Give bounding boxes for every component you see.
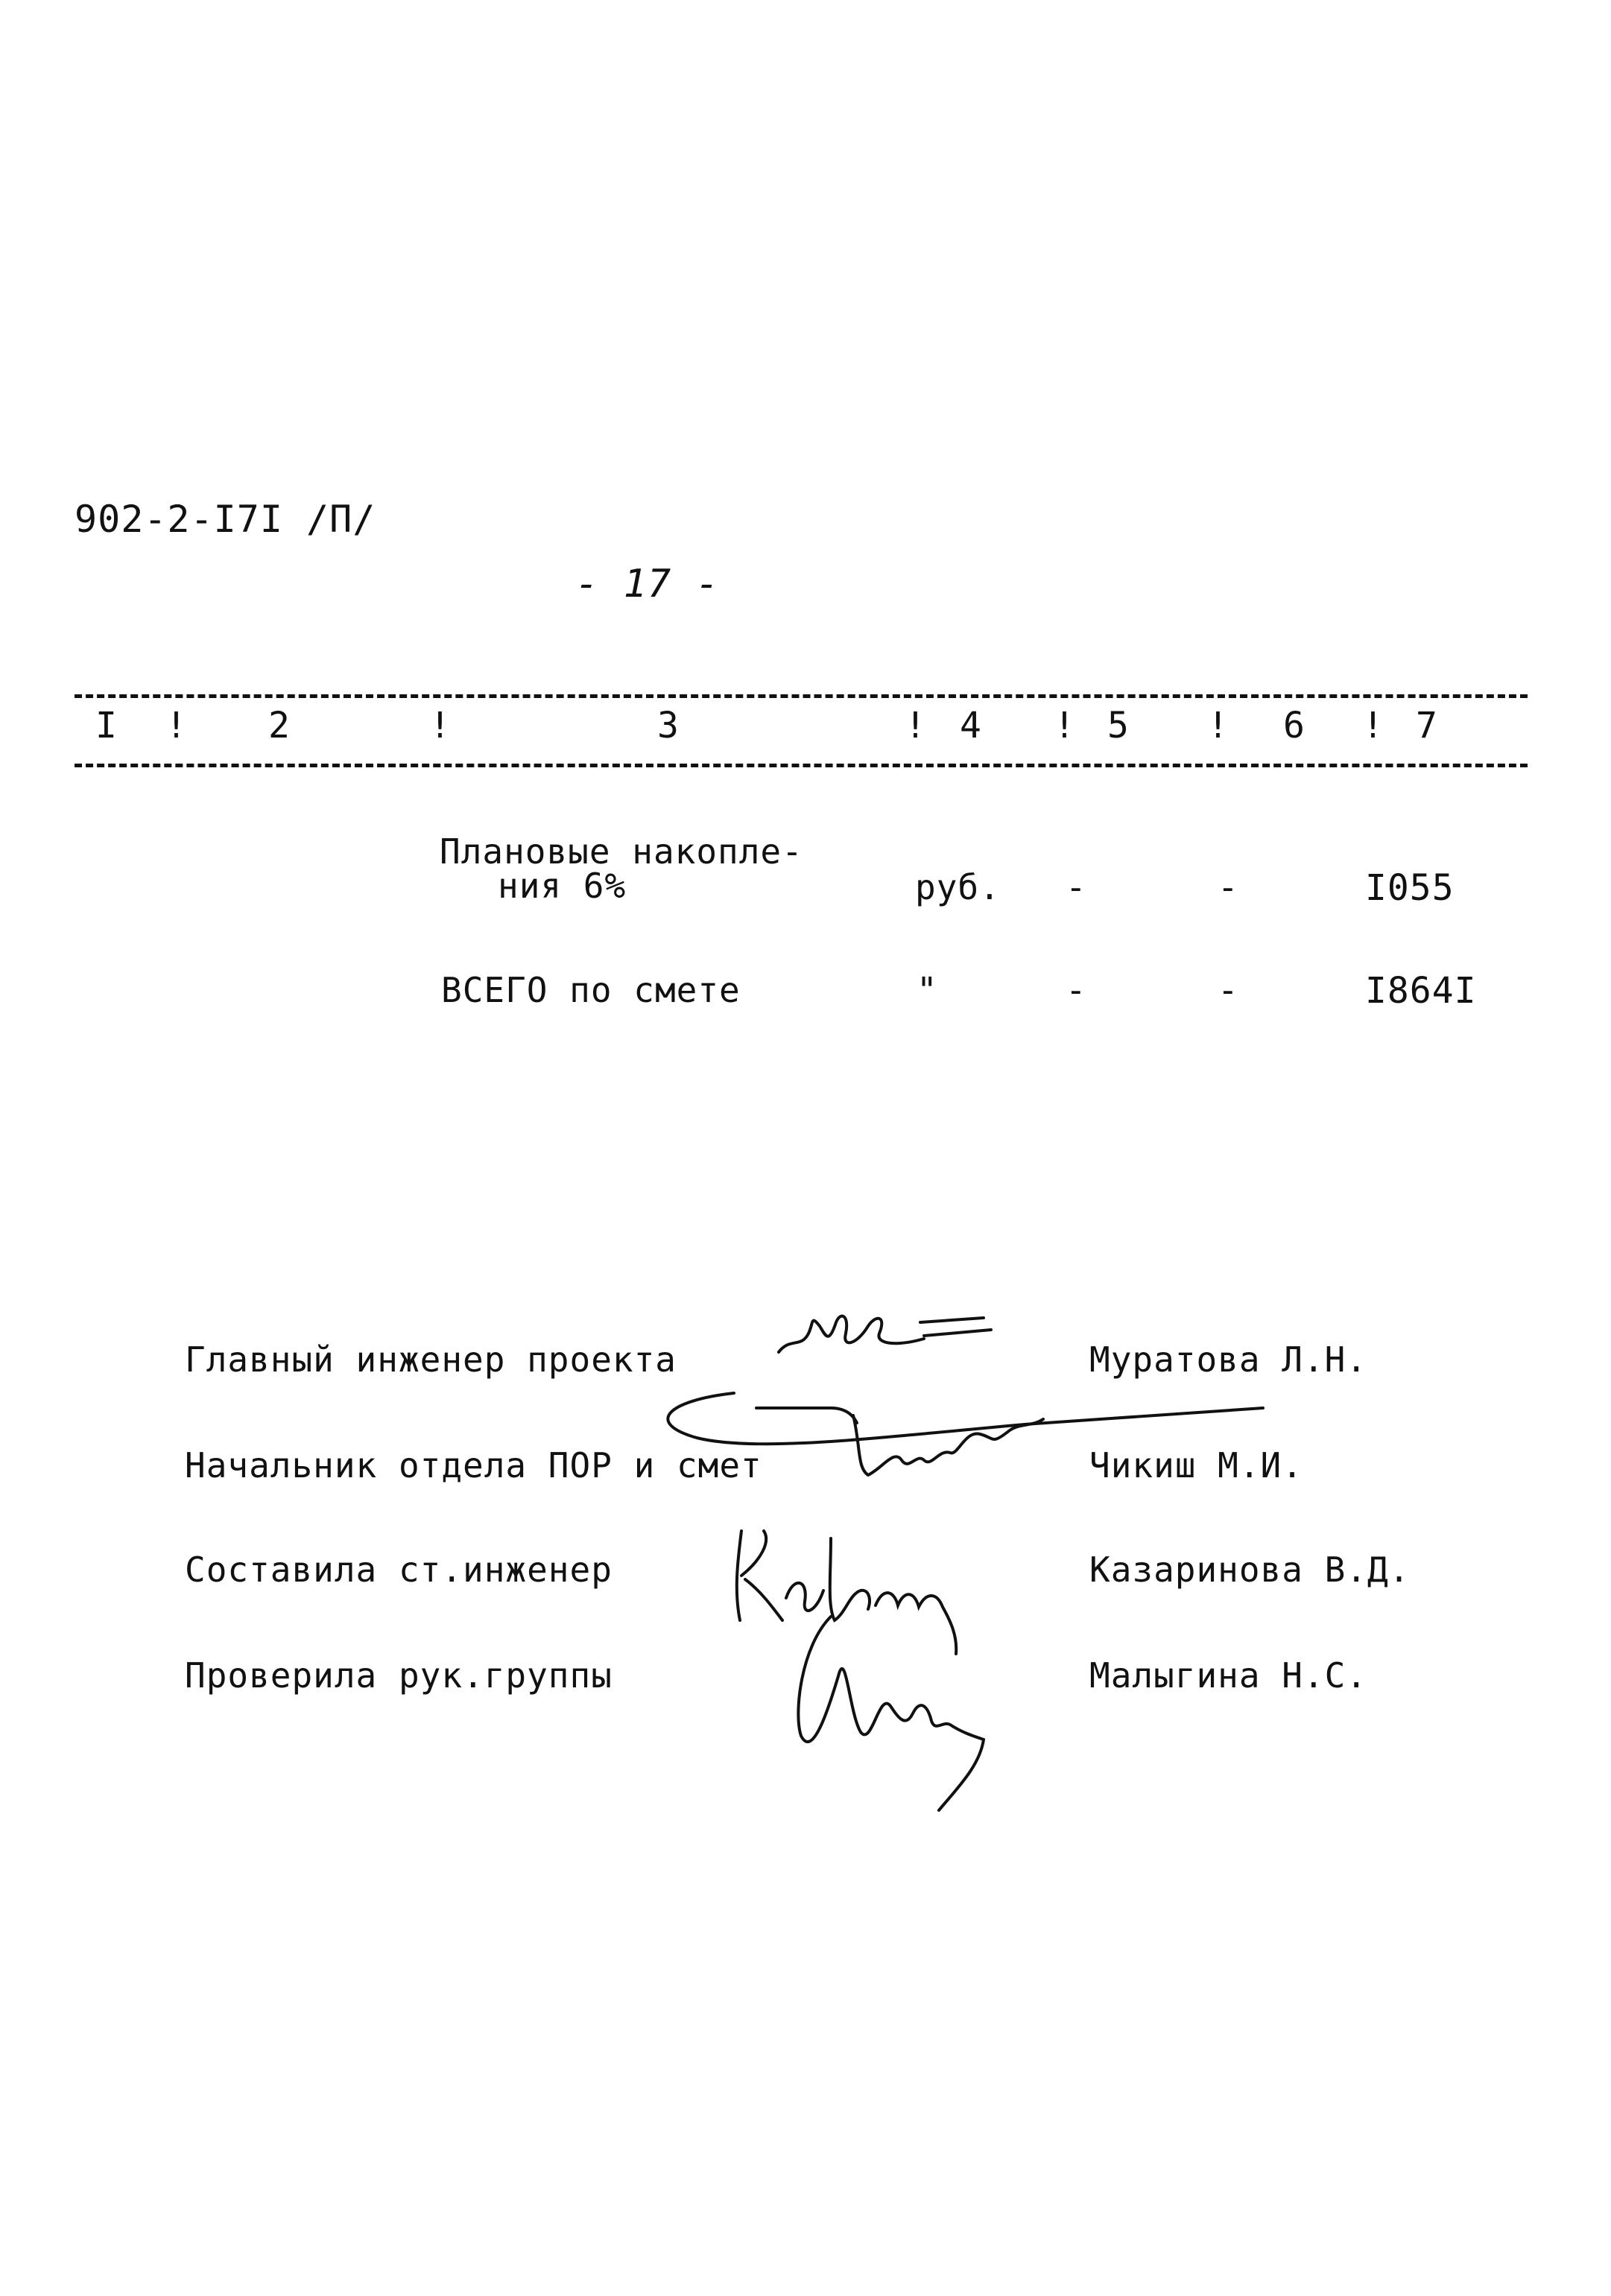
signatory-name: Казаринова В.Д. xyxy=(1089,1550,1411,1590)
row-description: Плановые накопле- xyxy=(440,831,803,872)
column-header-4: 4 xyxy=(960,705,981,746)
column-header-2: 2 xyxy=(268,705,290,746)
row-total-value: I055 xyxy=(1365,867,1455,909)
column-header-7: 7 xyxy=(1416,705,1437,746)
row-description-continued: ния 6% xyxy=(498,866,627,906)
handwritten-signature-muratova xyxy=(767,1293,1006,1382)
page-number: - 17 - xyxy=(575,562,720,606)
column-header-5: 5 xyxy=(1107,705,1129,746)
row-description: ВСЕГО по смете xyxy=(441,970,741,1010)
handwritten-signature-chikish xyxy=(637,1378,1278,1490)
signatory-role: Составила ст.инженер xyxy=(185,1550,613,1590)
row-col5-value: - xyxy=(1066,867,1087,907)
column-separator: ! xyxy=(905,705,926,746)
column-separator: ! xyxy=(1362,705,1384,746)
document-code: 902-2-I7I /П/ xyxy=(75,498,376,541)
column-separator: ! xyxy=(1207,705,1229,746)
signatory-name: Муратова Л.Н. xyxy=(1089,1339,1368,1380)
column-separator: ! xyxy=(429,705,451,746)
table-bottom-rule xyxy=(75,764,1528,767)
signatory-role: Начальник отдела ПОР и смет xyxy=(185,1445,762,1485)
row-unit: " xyxy=(917,970,938,1010)
column-header-3: 3 xyxy=(657,705,679,746)
signatory-role: Проверила рук.группы xyxy=(185,1655,613,1696)
row-col6-value: - xyxy=(1218,970,1239,1010)
table-top-rule xyxy=(75,694,1528,698)
row-unit: руб. xyxy=(915,867,1001,907)
column-separator: ! xyxy=(165,705,187,746)
signatory-name: Чикиш М.И. xyxy=(1089,1445,1303,1485)
signatory-role: Главный инженер проекта xyxy=(185,1339,677,1380)
row-col5-value: - xyxy=(1066,970,1087,1010)
row-total-value: I864I xyxy=(1365,970,1477,1012)
column-header-6: 6 xyxy=(1283,705,1305,746)
column-header-1: I xyxy=(95,705,117,746)
signatory-name: Малыгина Н.С. xyxy=(1089,1655,1368,1696)
row-col6-value: - xyxy=(1218,867,1239,907)
handwritten-signature-malygina xyxy=(779,1602,1017,1818)
column-separator: ! xyxy=(1054,705,1075,746)
